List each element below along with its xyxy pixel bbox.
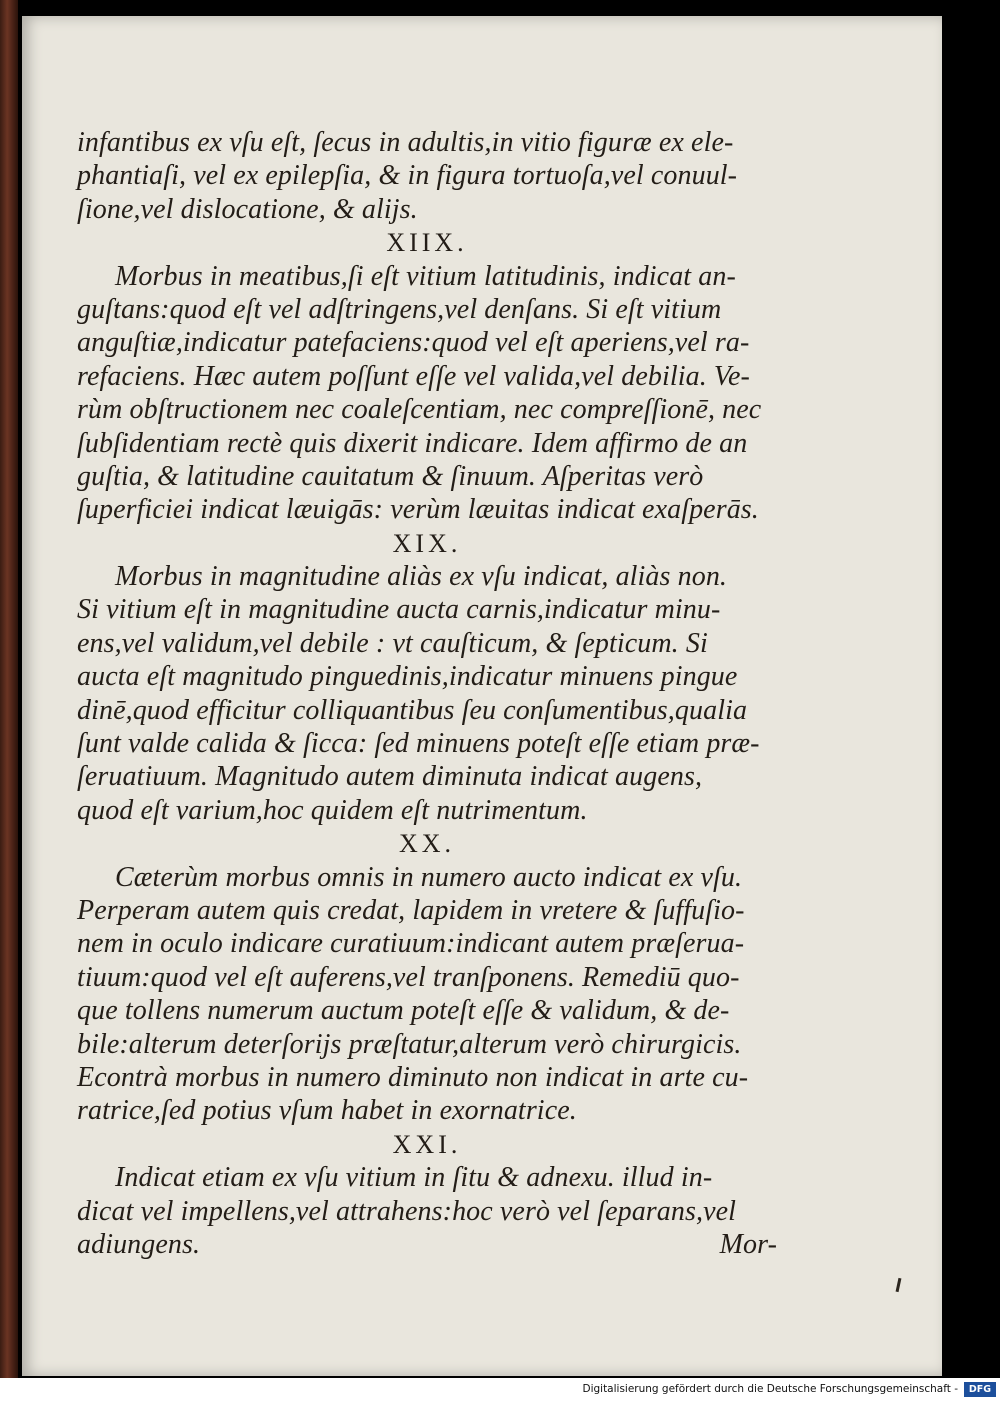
- book-spine-edge: [0, 0, 18, 1378]
- text-line: aucta eſt magnitudo pinguedinis,indicatur minuens pingue: [77, 661, 738, 693]
- text-line: ens,vel validum,vel debile : vt cauſticum, & ſepticum. Si: [77, 627, 708, 659]
- section-number: XXI.: [392, 1129, 462, 1159]
- text-line: guſtans:quod eſt vel adſtringens,vel denſans. Si eſt vitium: [77, 293, 722, 325]
- paragraph-first-line: Morbus in magnitudine aliàs ex vſu indicat, aliàs non.: [115, 561, 728, 593]
- section-number: XIX.: [392, 528, 462, 558]
- text-line: ſione,vel dislocatione, & alijs.: [77, 193, 418, 225]
- catchword: Mor-: [719, 1228, 777, 1260]
- page-text-block: [77, 126, 777, 1261]
- section-number: XIIX.: [386, 228, 468, 258]
- footer-bar: [0, 1378, 1000, 1402]
- text-line: quod eſt varium,hoc quidem eſt nutrimentum.: [77, 794, 588, 826]
- text-line: dicat vel impellens,vel attrahens:hoc verò vel ſeparans,vel: [77, 1195, 737, 1227]
- paragraph-first-line: Indicat etiam ex vſu vitium in ſitu & adnexu. illud in-: [115, 1162, 713, 1194]
- text-line: ſeruatiuum. Magnitudo autem diminuta indicat augens,: [77, 761, 703, 793]
- text-line: nem in oculo indicare curatiuum:indicant autem præſerua-: [77, 928, 745, 960]
- text-line: anguſtiæ,indicatur patefaciens:quod vel eſt aperiens,vel ra-: [77, 327, 750, 359]
- text-line: rùm obſtructionem nec coaleſcentiam, nec compreſſionē, nec: [77, 394, 762, 426]
- text-line: ſubſidentiam rectè quis dixerit indicare. Idem affirmo de an: [77, 427, 748, 459]
- text-line: Econtrà morbus in numero diminuto non indicat in arte cu-: [77, 1061, 749, 1093]
- text-line: phantiaſi, vel ex epilepſia, & in figura tortuoſa,vel conuul-: [77, 160, 738, 192]
- text-line: guſtia, & latitudine cauitatum & ſinuum. Aſperitas verò: [77, 460, 704, 492]
- text-line: Perperam autem quis credat, lapidem in vretere & ſuffuſio-: [77, 894, 745, 926]
- text-line: refaciens. Hæc autem poſſunt eſſe vel valida,vel debilia. Ve-: [77, 360, 750, 392]
- text-line: infantibus ex vſu eſt, ſecus in adultis,in vitio figuræ ex ele-: [77, 127, 734, 158]
- last-line-text: adiungens.: [77, 1228, 201, 1260]
- text-line: ratrice,ſed potius vſum habet in exornatrice.: [77, 1095, 577, 1127]
- section-number: XX.: [398, 829, 456, 859]
- text-line: ſunt valde calida & ſicca: ſed minuens poteſt eſſe etiam præ-: [77, 728, 760, 760]
- paragraph-first-line: Morbus in meatibus,ſi eſt vitium latitudinis, indicat an-: [115, 260, 736, 292]
- text-line: Si vitium eſt in magnitudine aucta carnis,indicatur minu-: [77, 594, 721, 626]
- book-page: [22, 16, 942, 1376]
- final-line: [77, 1228, 777, 1261]
- dfg-logo: DFG: [964, 1382, 996, 1397]
- footer-credit: Digitalisierung gefördert durch die Deutsche Forschungsgemeinschaft -: [582, 1383, 958, 1395]
- text-line: tiuum:quod vel eſt auferens,vel tranſponens. Remediū quo-: [77, 961, 740, 993]
- paragraph-first-line: Cæterùm morbus omnis in numero aucto indicat ex vſu.: [115, 861, 743, 893]
- text-line: ſuperficiei indicat læuigās: verùm læuitas indicat exaſperās.: [77, 494, 759, 526]
- text-line: que tollens numerum auctum poteſt eſſe & validum, & de-: [77, 995, 730, 1027]
- text-line: dinē,quod efficitur colliquantibus ſeu conſumentibus,qualia: [77, 694, 748, 726]
- text-line: bile:alterum deterſorijs præſtatur,alterum verò chirurgicis.: [77, 1028, 742, 1060]
